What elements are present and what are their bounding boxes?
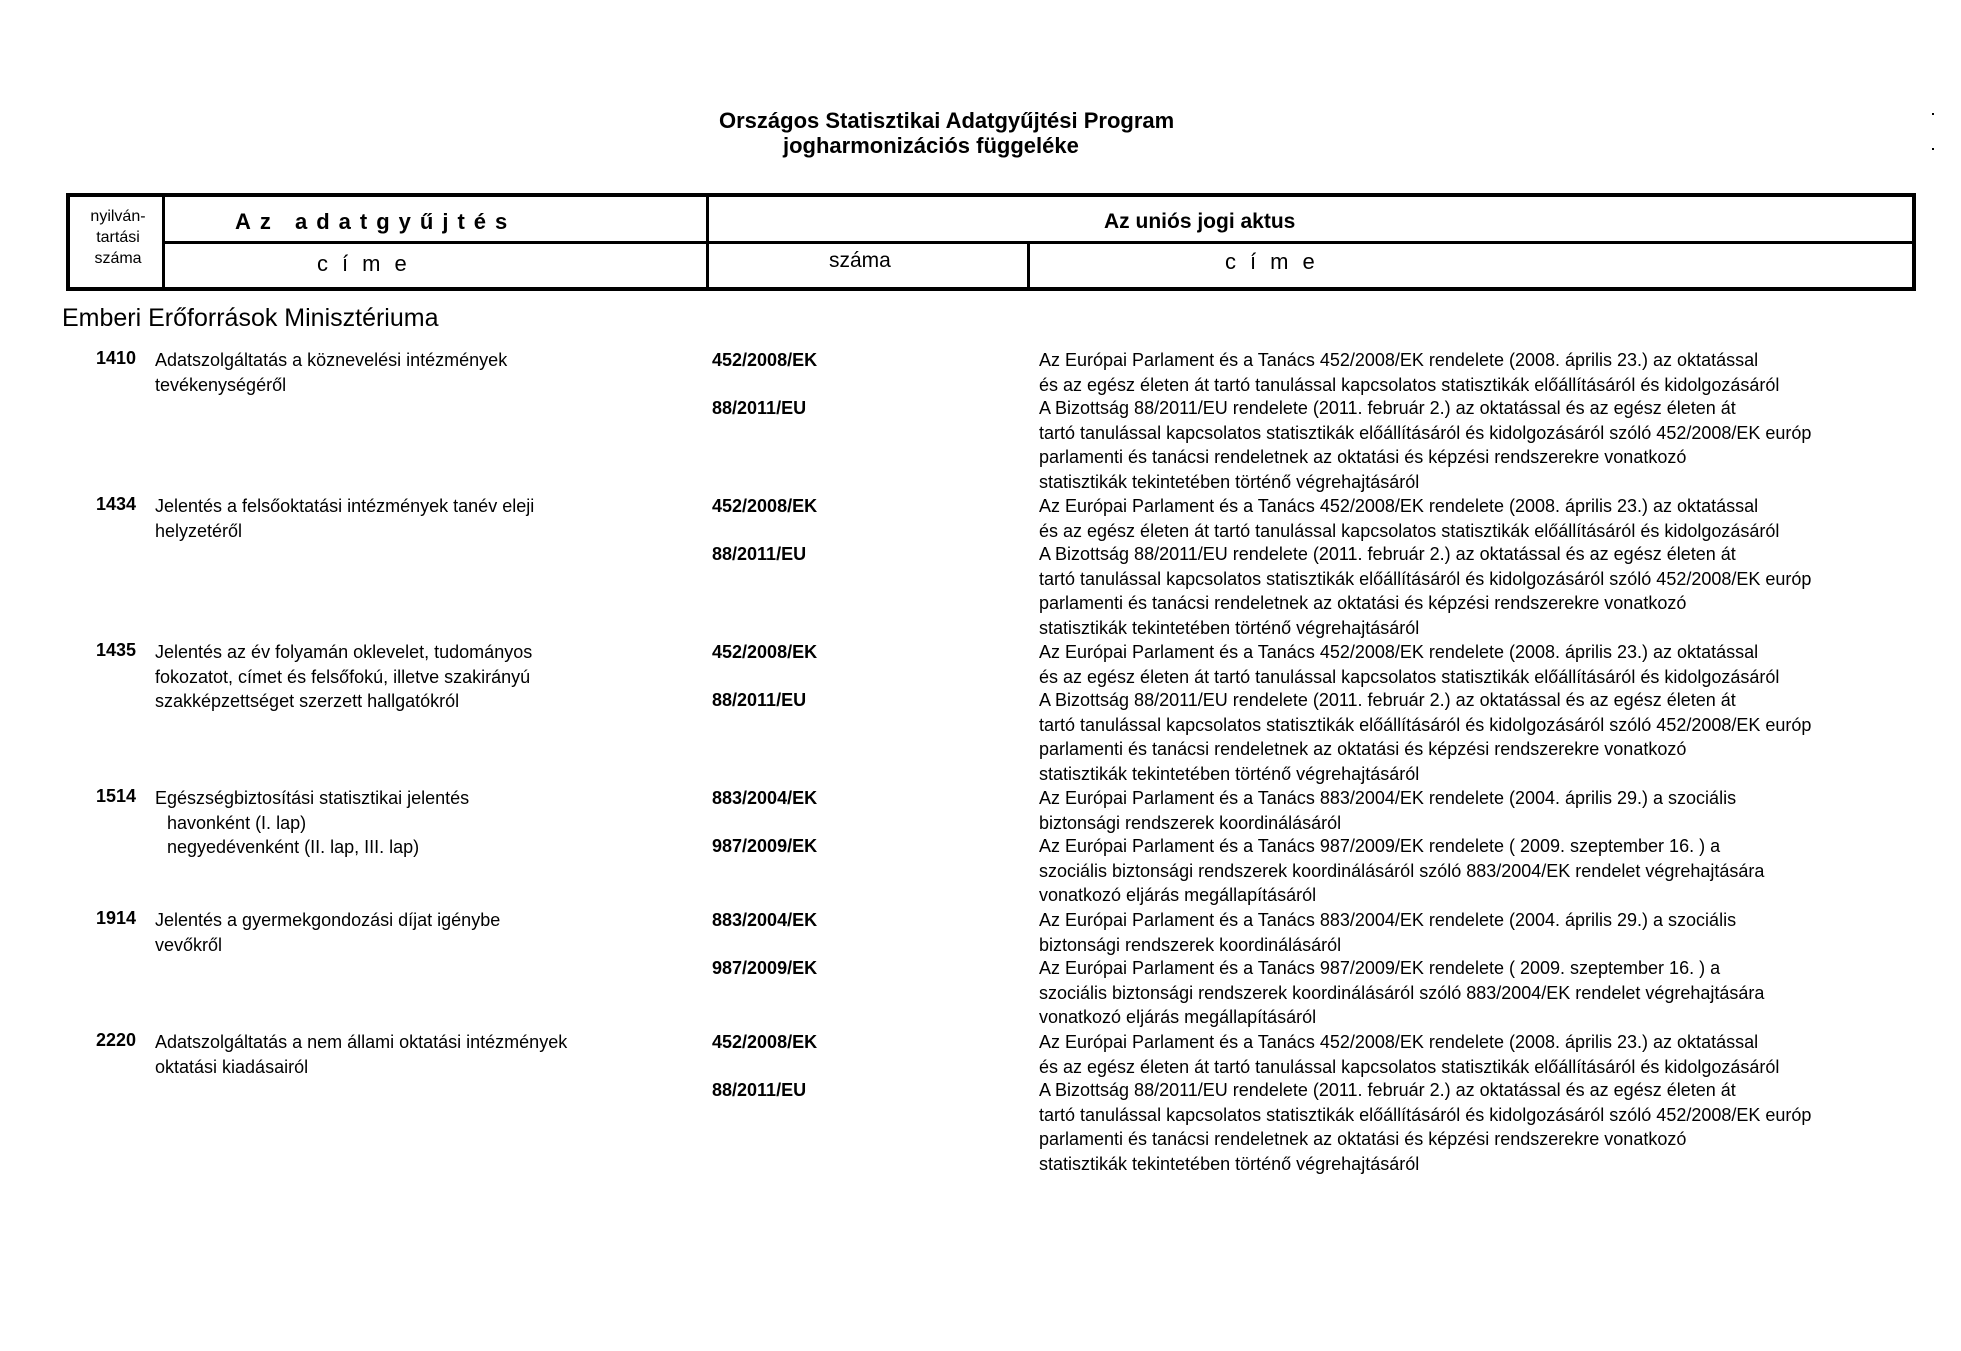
eu-act-number: 88/2011/EU bbox=[712, 690, 807, 710]
eu-act-title-line: Az Európai Parlament és a Tanács 452/2008/EK rendelete (2008. április 23.) az oktatással bbox=[1039, 496, 1759, 516]
eu-act-title-line: A Bizottság 88/2011/EU rendelete (2011. február 2.) az oktatással és az egész életen át bbox=[1039, 398, 1736, 418]
entry-title bbox=[155, 494, 675, 543]
entry-title-line: Jelentés a felsőoktatási intézmények tanév eleji bbox=[155, 496, 535, 516]
eu-act-title-line: statisztikák tekintetében történő végrehajtásáról bbox=[1039, 1153, 1420, 1174]
eu-act-header: Az uniós jogi aktus bbox=[1104, 210, 1296, 233]
eu-act-title bbox=[1039, 348, 1779, 397]
eu-act-title bbox=[1039, 640, 1779, 689]
entry-title-line: Jelentés az év folyamán oklevelet, tudományos bbox=[155, 642, 533, 662]
eu-act-number: 452/2008/EK bbox=[712, 1032, 818, 1052]
entry-title-line: negyedévenként (II. lap, III. lap) bbox=[167, 837, 420, 857]
entry-number: 1435 bbox=[95, 640, 136, 660]
eu-act-title-line: parlamenti és tanácsi rendeletnek az oktatási és képzési rendszerekre vonatkozó bbox=[1039, 739, 1687, 759]
eu-act-number: 88/2011/EU bbox=[712, 1080, 807, 1100]
eu-act-title-line: Az Európai Parlament és a Tanács 883/2004/EK rendelete (2004. április 29.) a szociális bbox=[1039, 788, 1737, 808]
ministry-name: Emberi Erőforrások Minisztériuma bbox=[62, 304, 439, 332]
eu-act-number: 452/2008/EK bbox=[712, 642, 818, 662]
eu-act-title bbox=[1039, 1078, 1811, 1176]
eu-act-title-line: és az egész életen át tartó tanulással kapcsolatos statisztikák előállításáról és kidolgozásáról bbox=[1039, 520, 1780, 541]
entry-title-line: szakképzettséget szerzett hallgatókról bbox=[155, 691, 460, 711]
eu-act-title-line: A Bizottság 88/2011/EU rendelete (2011. február 2.) az oktatással és az egész életen át bbox=[1039, 690, 1736, 710]
eu-act-number: 452/2008/EK bbox=[712, 350, 818, 370]
eu-act-title bbox=[1039, 542, 1811, 640]
eu-act-title-line: szociális biztonsági rendszerek koordinálásáról szóló 883/2004/EK rendelet végrehajtására bbox=[1039, 982, 1765, 1003]
entry-title-line: tevékenységéről bbox=[155, 374, 287, 395]
corner-mark bbox=[1932, 148, 1934, 150]
eu-act-title-line: statisztikák tekintetében történő végrehajtásáról bbox=[1039, 471, 1420, 492]
eu-act-title-line: tartó tanulással kapcsolatos statisztikák előállításáról és kidolgozásáról szóló 452/2008/EK európ bbox=[1039, 422, 1812, 443]
eu-act-title-line: Az Európai Parlament és a Tanács 452/2008/EK rendelete (2008. április 23.) az oktatással bbox=[1039, 1032, 1759, 1052]
eu-act-title-line: tartó tanulással kapcsolatos statisztikák előállításáról és kidolgozásáról szóló 452/2008/EK európ bbox=[1039, 568, 1812, 589]
eu-act-title-line: statisztikák tekintetében történő végrehajtásáról bbox=[1039, 617, 1420, 638]
eu-act-title-line: és az egész életen át tartó tanulással kapcsolatos statisztikák előállításáról és kidolgozásáról bbox=[1039, 1056, 1780, 1077]
eu-act-number: 987/2009/EK bbox=[712, 958, 818, 978]
registration-number-header: nyilván- tartási száma bbox=[90, 208, 146, 267]
eu-title-header: címe bbox=[1225, 249, 1329, 274]
eu-act-title bbox=[1039, 1030, 1779, 1079]
entry-number: 1434 bbox=[95, 494, 136, 514]
eu-act-title-line: parlamenti és tanácsi rendeletnek az oktatási és képzési rendszerekre vonatkozó bbox=[1039, 447, 1687, 467]
eu-act-title bbox=[1039, 494, 1779, 543]
entry-title-line: vevőkről bbox=[155, 934, 223, 955]
entry-title-line: Egészségbiztosítási statisztikai jelentés bbox=[155, 788, 470, 808]
entry-title bbox=[155, 348, 675, 397]
eu-act-title-line: és az egész életen át tartó tanulással kapcsolatos statisztikák előállításáról és kidolgozásáról bbox=[1039, 374, 1780, 395]
entry-title-line: Adatszolgáltatás a nem állami oktatási intézmények bbox=[155, 1032, 568, 1052]
eu-act-number: 88/2011/EU bbox=[712, 544, 807, 564]
eu-act-title-line: szociális biztonsági rendszerek koordinálásáról szóló 883/2004/EK rendelet végrehajtására bbox=[1039, 860, 1765, 881]
entry-title-line: Adatszolgáltatás a köznevelési intézmények bbox=[155, 350, 508, 370]
eu-act-title bbox=[1039, 956, 1764, 1030]
eu-act-title bbox=[1039, 786, 1736, 835]
eu-act-title-line: Az Európai Parlament és a Tanács 452/2008/EK rendelete (2008. április 23.) az oktatással bbox=[1039, 642, 1759, 662]
title-line-1: Országos Statisztikai Adatgyűjtési Program bbox=[719, 108, 1175, 133]
eu-act-number: 88/2011/EU bbox=[712, 398, 807, 418]
eu-act-title-line: vonatkozó eljárás megállapításáról bbox=[1039, 885, 1317, 905]
eu-act-title-line: biztonsági rendszerek koordinálásáról bbox=[1039, 934, 1342, 955]
eu-act-number: 883/2004/EK bbox=[712, 788, 818, 808]
eu-act-title-line: parlamenti és tanácsi rendeletnek az oktatási és képzési rendszerekre vonatkozó bbox=[1039, 593, 1687, 613]
eu-act-title bbox=[1039, 834, 1764, 908]
eu-act-number: 883/2004/EK bbox=[712, 910, 818, 930]
collection-header: Az adatgyűjtés bbox=[235, 209, 517, 234]
eu-act-title-line: tartó tanulással kapcsolatos statisztikák előállításáról és kidolgozásáról szóló 452/2008/EK európ bbox=[1039, 1104, 1812, 1125]
eu-act-title-line: vonatkozó eljárás megállapításáról bbox=[1039, 1007, 1317, 1027]
eu-act-title-line: Az Európai Parlament és a Tanács 452/2008/EK rendelete (2008. április 23.) az oktatással bbox=[1039, 350, 1759, 370]
eu-act-title bbox=[1039, 688, 1811, 786]
eu-act-title-line: parlamenti és tanácsi rendeletnek az oktatási és képzési rendszerekre vonatkozó bbox=[1039, 1129, 1687, 1149]
eu-act-number: 452/2008/EK bbox=[712, 496, 818, 516]
eu-act-title-line: tartó tanulással kapcsolatos statisztikák előállításáról és kidolgozásáról szóló 452/2008/EK európ bbox=[1039, 714, 1812, 735]
eu-act-title bbox=[1039, 396, 1811, 494]
title-line-2: jogharmonizációs függeléke bbox=[783, 133, 1079, 158]
entry-title bbox=[155, 786, 675, 860]
eu-act-number: 987/2009/EK bbox=[712, 836, 818, 856]
entry-title bbox=[155, 640, 675, 714]
entry-title bbox=[155, 1030, 675, 1079]
eu-act-title-line: és az egész életen át tartó tanulással kapcsolatos statisztikák előállításáról és kidolgozásáról bbox=[1039, 666, 1780, 687]
eu-number-header: száma bbox=[829, 249, 891, 272]
corner-mark bbox=[1932, 113, 1934, 115]
eu-act-title-line: biztonsági rendszerek koordinálásáról bbox=[1039, 812, 1342, 833]
eu-act-title-line: Az Európai Parlament és a Tanács 883/2004/EK rendelete (2004. április 29.) a szociális bbox=[1039, 910, 1737, 930]
eu-act-title-line: Az Európai Parlament és a Tanács 987/2009/EK rendelete ( 2009. szeptember 16. ) a bbox=[1039, 958, 1721, 978]
entry-number: 2220 bbox=[95, 1030, 136, 1050]
entry-title bbox=[155, 908, 675, 957]
entry-number: 1410 bbox=[95, 348, 136, 368]
entry-title-line: fokozatot, címet és felsőfokú, illetve szakirányú bbox=[155, 666, 531, 687]
entry-title-line: Jelentés a gyermekgondozási díjat igénybe bbox=[155, 910, 501, 930]
collection-title-header: címe bbox=[317, 251, 421, 276]
eu-act-title-line: A Bizottság 88/2011/EU rendelete (2011. február 2.) az oktatással és az egész életen át bbox=[1039, 544, 1736, 564]
eu-act-title-line: statisztikák tekintetében történő végrehajtásáról bbox=[1039, 763, 1420, 784]
entry-title-line: oktatási kiadásairól bbox=[155, 1056, 309, 1077]
entry-number: 1914 bbox=[95, 908, 136, 928]
eu-act-title-line: Az Európai Parlament és a Tanács 987/2009/EK rendelete ( 2009. szeptember 16. ) a bbox=[1039, 836, 1721, 856]
entry-title-line: havonként (I. lap) bbox=[167, 812, 307, 833]
eu-act-title bbox=[1039, 908, 1736, 957]
eu-act-title-line: A Bizottság 88/2011/EU rendelete (2011. február 2.) az oktatással és az egész életen át bbox=[1039, 1080, 1736, 1100]
entry-number: 1514 bbox=[95, 786, 136, 806]
table-header bbox=[66, 193, 1916, 291]
entry-title-line: helyzetéről bbox=[155, 520, 243, 541]
